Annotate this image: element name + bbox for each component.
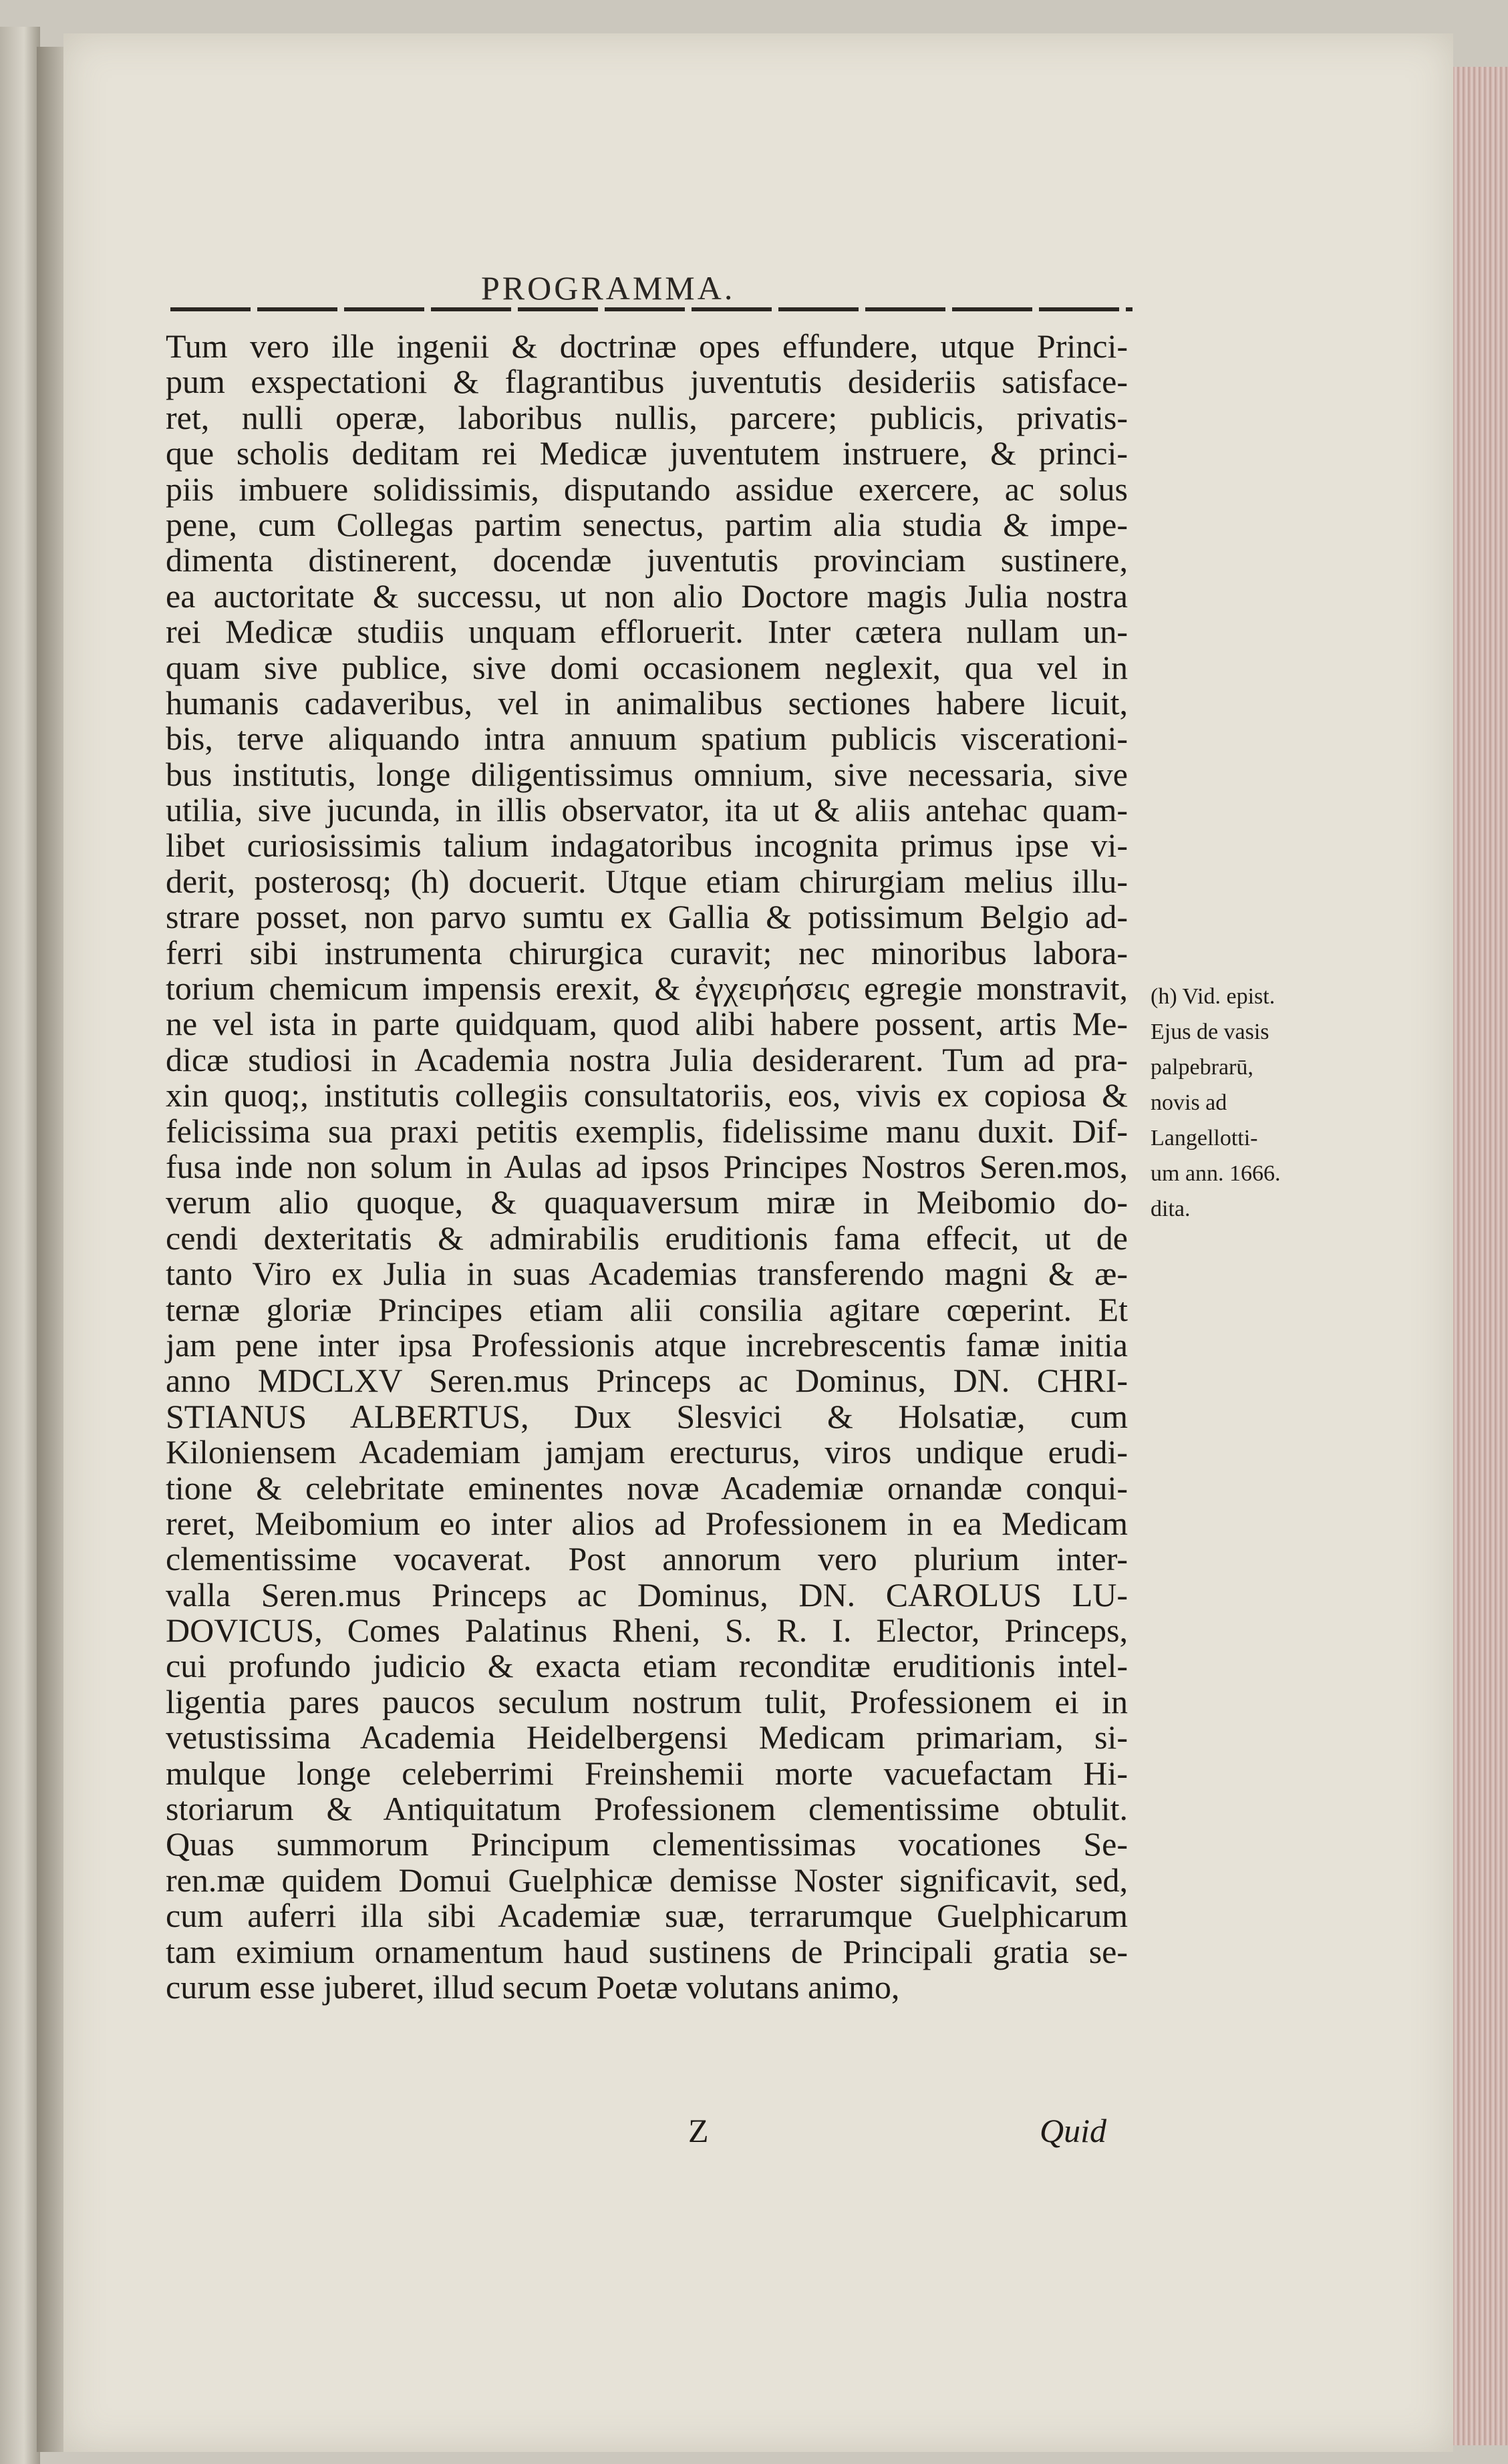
catchword: Quid	[1040, 2112, 1106, 2149]
book-gutter	[37, 47, 67, 2452]
text-line: DOVICUS, Comes Palatinus Rheni, S. R. I. Elector, Princeps,	[166, 1611, 1128, 1650]
margin-note-line: (h) Vid. epist.	[1151, 984, 1275, 1009]
text-line: vetustissima Academia Heidelbergensi Medicam primariam, si-	[166, 1718, 1128, 1756]
margin-note-line: Ejus de vasis	[1151, 1020, 1269, 1044]
signature-mark: Z	[688, 2112, 709, 2149]
text-line: cendi dexteritatis & admirabilis eruditionis fama effecit, ut de	[166, 1219, 1128, 1257]
text-line: tam eximium ornamentum haud sustinens de Principali gratia se-	[166, 1932, 1128, 1970]
text-line: clementissime vocaverat. Post annorum vero plurium inter-	[166, 1540, 1128, 1578]
text-line: ferri sibi instrumenta chirurgica curavit; nec minoribus labora-	[166, 933, 1128, 971]
text-line: valla Seren.mus Princeps ac Dominus, DN. CAROLUS LU-	[166, 1575, 1128, 1613]
text-line: ne vel ista in parte quidquam, quod alibi habere possent, artis Me-	[166, 1005, 1128, 1043]
text-line: Quas summorum Principum clementissimas vocationes Se-	[166, 1825, 1128, 1863]
text-line: cum auferri illa sibi Academiæ suæ, terrarumque Guelphicarum	[166, 1897, 1128, 1935]
text-line: mulque longe celeberrimi Freinshemii morte vacuefactam Hi-	[166, 1754, 1128, 1792]
text-line: piis imbuere solidissimis, disputando assidue exercere, ac solus	[166, 470, 1128, 508]
text-line: ligentia pares paucos seculum nostrum tulit, Professionem ei in	[166, 1682, 1128, 1720]
text-line: que scholis deditam rei Medicæ juventutem instruere, & princi-	[166, 434, 1128, 472]
text-line: bis, terve aliquando intra annuum spatium publicis viscerationi-	[166, 720, 1128, 758]
text-line: torium chemicum impensis erexit, & ἐγχειρήσεις egregie monstravit,	[166, 969, 1128, 1008]
margin-note-line: Langellotti-	[1151, 1126, 1258, 1150]
text-line: ret, nulli operæ, laboribus nullis, parcere; publicis, privatis-	[166, 398, 1128, 436]
text-line: libet curiosissimis talium indagatoribus incognita primus ipse vi-	[166, 826, 1128, 865]
text-line: felicissima sua praxi petitis exemplis, fidelissime manu duxit. Dif-	[166, 1112, 1128, 1150]
text-line: tanto Viro ex Julia in suas Academias transferendo magni & æ-	[166, 1255, 1128, 1293]
text-line: bus institutis, longe diligentissimus omnium, sive necessaria, sive	[166, 755, 1128, 793]
text-line: humanis cadaveribus, vel in animalibus sectiones habere licuit,	[166, 683, 1128, 722]
text-line: dicæ studiosi in Academia nostra Julia desiderarent. Tum ad pra-	[166, 1040, 1128, 1078]
text-line: ren.mæ quidem Domui Guelphicæ demisse Noster significavit, sed,	[166, 1861, 1128, 1899]
text-line: fusa inde non solum in Aulas ad ipsos Principes Nostros Seren.mos,	[166, 1147, 1128, 1185]
text-line: ternæ gloriæ Principes etiam alii consilia agitare cœperint. Et	[166, 1290, 1128, 1328]
text-line: curum esse juberet, illud secum Poetæ volutans animo,	[166, 1968, 900, 2006]
margin-note-line: um ann. 1666.	[1151, 1161, 1281, 1186]
text-line: Kiloniensem Academiam jamjam erecturus, viros undique erudi-	[166, 1433, 1128, 1471]
margin-note-line: novis ad	[1151, 1090, 1227, 1115]
text-line: cui profundo judicio & exacta etiam reconditæ eruditionis intel-	[166, 1647, 1128, 1685]
text-line: utilia, sive jucunda, in illis observator, ita ut & aliis antehac quam-	[166, 791, 1128, 829]
running-title: PROGRAMMA.	[481, 269, 736, 307]
left-page-edge	[0, 27, 40, 2464]
text-line: verum alio quoque, & quaquaversum miræ in Meibomio do-	[166, 1183, 1128, 1221]
text-line: rei Medicæ studiis unquam effloruerit. Inter cætera nullam un-	[166, 613, 1128, 651]
text-line: quam sive publice, sive domi occasionem neglexit, qua vel in	[166, 648, 1128, 686]
text-line: reret, Meibomium eo inter alios ad Professionem in ea Medicam	[166, 1504, 1128, 1542]
text-line: ea auctoritate & successu, ut non alio Doctore magis Julia nostra	[166, 577, 1128, 615]
margin-note	[1151, 979, 1304, 1227]
text-line: pum exspectationi & flagrantibus juventutis desideriis satisface-	[166, 363, 1128, 401]
page-fore-edge	[1453, 67, 1508, 2445]
main-text-block	[166, 329, 1128, 2005]
text-line: STIANUS ALBERTUS, Dux Slesvici & Holsatiæ, cum	[166, 1397, 1128, 1435]
text-line: storiarum & Antiquitatum Professionem clementissime obtulit.	[166, 1790, 1128, 1828]
text-line: dimenta distinerent, docendæ juventutis provinciam sustinere,	[166, 541, 1128, 579]
margin-note-line: dita.	[1151, 1197, 1191, 1221]
text-line: strare posset, non parvo sumtu ex Gallia & potissimum Belgio ad-	[166, 898, 1128, 936]
text-line: derit, posterosq; (h) docuerit. Utque etiam chirurgiam melius illu-	[166, 862, 1128, 900]
text-line: tione & celebritate eminentes novæ Academiæ ornandæ conqui-	[166, 1469, 1128, 1507]
text-line: jam pene inter ipsa Professionis atque increbrescentis famæ initia	[166, 1326, 1128, 1364]
header-rule	[170, 307, 1133, 311]
margin-note-line: palpebrarū,	[1151, 1055, 1253, 1080]
text-line: pene, cum Collegas partim senectus, partim alia studia & impe-	[166, 505, 1128, 543]
text-line: anno MDCLXV Seren.mus Princeps ac Dominus, DN. CHRI-	[166, 1362, 1128, 1400]
text-line: Tum vero ille ingenii & doctrinæ opes effundere, utque Princi-	[166, 327, 1128, 365]
text-line: xin quoq;, institutis collegiis consultatoriis, eos, vivis ex copiosa &	[166, 1076, 1128, 1114]
